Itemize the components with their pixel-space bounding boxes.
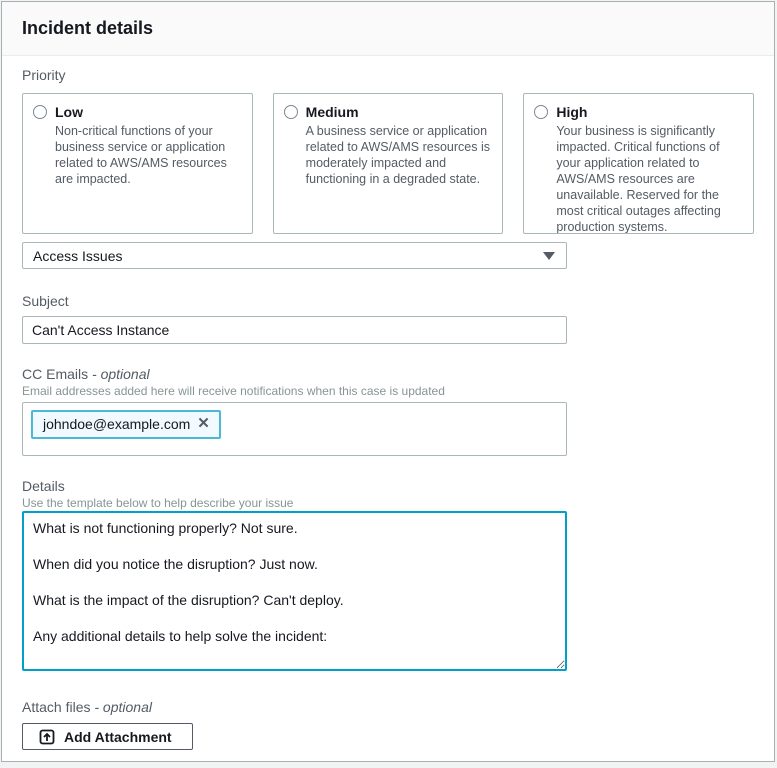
- attach-files-label-text: Attach files: [22, 699, 91, 715]
- category-select[interactable]: [22, 242, 567, 269]
- priority-radio-high[interactable]: [534, 105, 548, 119]
- priority-card-title: High: [556, 104, 588, 120]
- priority-radio-low[interactable]: [33, 105, 47, 119]
- cc-emails-section: [22, 364, 754, 456]
- chevron-down-icon: [543, 252, 555, 260]
- form-content: [2, 56, 774, 750]
- attach-files-section: [22, 697, 754, 750]
- attach-files-optional-text: - optional: [94, 699, 152, 715]
- priority-card-description: A business service or application related to AWS/AMS resources is moderately impacted and functioning in a degraded state.: [305, 124, 490, 186]
- subject-section: [22, 291, 754, 344]
- details-description: Use the template below to help describe your issue: [22, 496, 294, 510]
- upload-icon: [39, 729, 55, 745]
- subject-label: Subject: [22, 293, 69, 309]
- page-title: Incident details: [22, 18, 154, 38]
- details-section: [22, 476, 754, 671]
- priority-card-title: Low: [55, 104, 83, 120]
- details-textarea[interactable]: [22, 511, 567, 671]
- priority-card-description: Your business is significantly impacted. Critical functions of your application related to AWS/AMS resources are unavailable. Reserved for the most critical outages affecting production systems.: [556, 124, 721, 234]
- add-attachment-button[interactable]: [22, 723, 193, 750]
- priority-card-description: Non-critical functions of your business service or application related to AWS/AMS resources are impacted.: [55, 124, 227, 186]
- priority-card-medium-text: [306, 103, 493, 224]
- subject-input[interactable]: [22, 316, 567, 344]
- priority-card-high-text: [556, 103, 743, 234]
- email-token: [31, 410, 221, 439]
- email-token-label: johndoe@example.com: [43, 416, 191, 432]
- category-select-value: Access Issues: [33, 247, 123, 264]
- cc-emails-description: Email addresses added here will receive notifications when this case is updated: [22, 384, 445, 398]
- priority-card-low[interactable]: [22, 93, 253, 234]
- priority-card-title: Medium: [305, 104, 359, 120]
- cc-emails-optional-text: - optional: [92, 366, 150, 382]
- priority-card-high[interactable]: [523, 93, 754, 234]
- cc-emails-label: [22, 364, 754, 384]
- panel-header: [2, 2, 774, 56]
- attach-files-label: [22, 697, 754, 717]
- cc-emails-label-text: CC Emails: [22, 366, 89, 382]
- priority-card-low-text: [55, 103, 242, 224]
- priority-label: Priority: [22, 67, 66, 83]
- incident-details-panel: [1, 1, 775, 762]
- details-label: Details: [22, 478, 65, 494]
- remove-email-icon[interactable]: ✕: [197, 415, 210, 432]
- cc-emails-box[interactable]: [22, 402, 567, 456]
- priority-cards: [22, 93, 754, 234]
- priority-card-medium[interactable]: [273, 93, 504, 234]
- add-attachment-label: Add Attachment: [64, 728, 172, 745]
- priority-radio-medium[interactable]: [284, 105, 298, 119]
